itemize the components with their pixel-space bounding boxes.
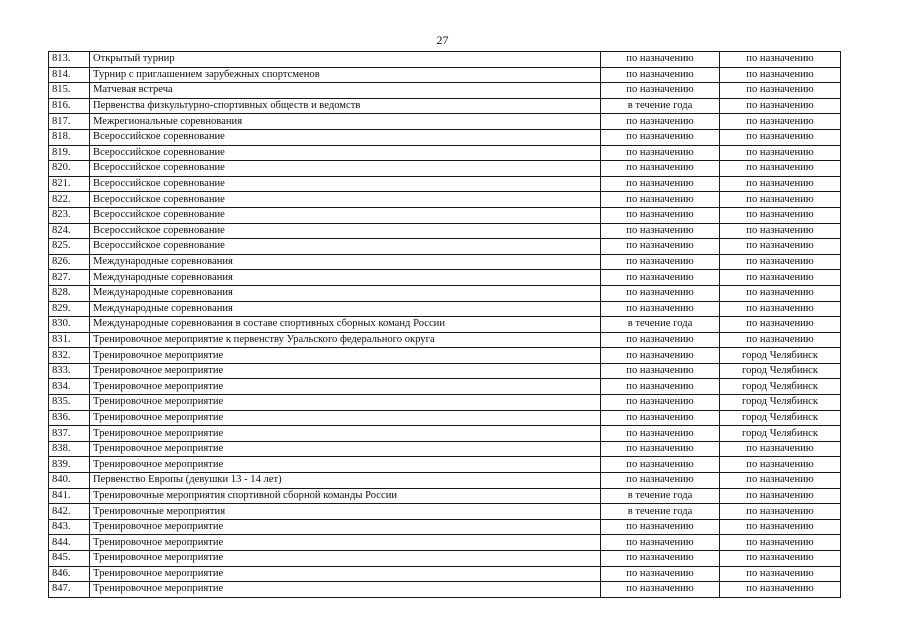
event-period-cell: по назначению	[601, 114, 720, 130]
table-row	[49, 161, 841, 177]
table-row	[49, 223, 841, 239]
event-place-cell: по назначению	[720, 473, 841, 489]
event-place-cell: по назначению	[720, 98, 841, 114]
event-place-cell: по назначению	[720, 301, 841, 317]
event-period-cell: по назначению	[601, 207, 720, 223]
table-row	[49, 395, 841, 411]
event-place-cell: по назначению	[720, 129, 841, 145]
row-number-cell: 829.	[49, 301, 90, 317]
event-place-cell: город Челябинск	[720, 363, 841, 379]
event-period-cell: по назначению	[601, 52, 720, 68]
row-number-cell: 839.	[49, 457, 90, 473]
row-number-cell: 818.	[49, 129, 90, 145]
table-row	[49, 98, 841, 114]
event-period-cell: по назначению	[601, 441, 720, 457]
row-number-cell: 845.	[49, 551, 90, 567]
event-name-cell: Тренировочное мероприятие	[90, 457, 601, 473]
event-name-cell: Всероссийское соревнование	[90, 192, 601, 208]
table-row	[49, 535, 841, 551]
row-number-cell: 827.	[49, 270, 90, 286]
event-place-cell: по назначению	[720, 67, 841, 83]
event-period-cell: в течение года	[601, 317, 720, 333]
event-name-cell: Межрегиональные соревнования	[90, 114, 601, 130]
event-period-cell: по назначению	[601, 67, 720, 83]
row-number-cell: 835.	[49, 395, 90, 411]
table-row	[49, 551, 841, 567]
event-place-cell: по назначению	[720, 457, 841, 473]
row-number-cell: 820.	[49, 161, 90, 177]
row-number-cell: 837.	[49, 426, 90, 442]
event-place-cell: по назначению	[720, 566, 841, 582]
table-row	[49, 114, 841, 130]
event-name-cell: Всероссийское соревнование	[90, 129, 601, 145]
event-period-cell: по назначению	[601, 457, 720, 473]
event-place-cell: по назначению	[720, 254, 841, 270]
table-row	[49, 457, 841, 473]
event-name-cell: Международные соревнования	[90, 301, 601, 317]
event-period-cell: по назначению	[601, 176, 720, 192]
event-place-cell: по назначению	[720, 582, 841, 598]
event-period-cell: по назначению	[601, 473, 720, 489]
table-row	[49, 254, 841, 270]
table-row	[49, 145, 841, 161]
table-row	[49, 410, 841, 426]
event-name-cell: Тренировочное мероприятие	[90, 410, 601, 426]
event-period-cell: по назначению	[601, 535, 720, 551]
event-period-cell: в течение года	[601, 98, 720, 114]
event-place-cell: город Челябинск	[720, 410, 841, 426]
event-period-cell: в течение года	[601, 504, 720, 520]
event-name-cell: Открытый турнир	[90, 52, 601, 68]
row-number-cell: 833.	[49, 363, 90, 379]
event-place-cell: по назначению	[720, 207, 841, 223]
event-name-cell: Международные соревнования	[90, 254, 601, 270]
event-period-cell: по назначению	[601, 410, 720, 426]
event-period-cell: по назначению	[601, 129, 720, 145]
table-row	[49, 301, 841, 317]
event-period-cell: по назначению	[601, 426, 720, 442]
event-place-cell: по назначению	[720, 332, 841, 348]
event-period-cell: по назначению	[601, 379, 720, 395]
table-row	[49, 379, 841, 395]
event-name-cell: Международные соревнования в составе спортивных сборных команд России	[90, 317, 601, 333]
row-number-cell: 843.	[49, 519, 90, 535]
event-place-cell: по назначению	[720, 551, 841, 567]
event-place-cell: по назначению	[720, 145, 841, 161]
row-number-cell: 817.	[49, 114, 90, 130]
row-number-cell: 819.	[49, 145, 90, 161]
event-place-cell: по назначению	[720, 239, 841, 255]
event-place-cell: по назначению	[720, 441, 841, 457]
row-number-cell: 847.	[49, 582, 90, 598]
table-row	[49, 176, 841, 192]
event-place-cell: по назначению	[720, 317, 841, 333]
event-name-cell: Матчевая встреча	[90, 83, 601, 99]
event-place-cell: по назначению	[720, 114, 841, 130]
event-name-cell: Всероссийское соревнование	[90, 207, 601, 223]
table-row	[49, 582, 841, 598]
event-name-cell: Тренировочное мероприятие	[90, 426, 601, 442]
event-period-cell: по назначению	[601, 301, 720, 317]
row-number-cell: 828.	[49, 285, 90, 301]
table-row	[49, 348, 841, 364]
row-number-cell: 832.	[49, 348, 90, 364]
event-place-cell: по назначению	[720, 488, 841, 504]
event-name-cell: Тренировочное мероприятие	[90, 551, 601, 567]
table-row	[49, 504, 841, 520]
event-period-cell: по назначению	[601, 395, 720, 411]
row-number-cell: 846.	[49, 566, 90, 582]
row-number-cell: 822.	[49, 192, 90, 208]
event-place-cell: по назначению	[720, 192, 841, 208]
event-place-cell: по назначению	[720, 176, 841, 192]
event-period-cell: по назначению	[601, 363, 720, 379]
table-row	[49, 83, 841, 99]
table-row	[49, 566, 841, 582]
event-name-cell: Тренировочное мероприятие	[90, 441, 601, 457]
event-period-cell: в течение года	[601, 488, 720, 504]
row-number-cell: 831.	[49, 332, 90, 348]
table-row	[49, 285, 841, 301]
event-period-cell: по назначению	[601, 519, 720, 535]
event-name-cell: Тренировочное мероприятие	[90, 348, 601, 364]
event-place-cell: по назначению	[720, 52, 841, 68]
page-number: 27	[436, 33, 449, 47]
event-name-cell: Международные соревнования	[90, 270, 601, 286]
event-name-cell: Тренировочное мероприятие	[90, 379, 601, 395]
row-number-cell: 826.	[49, 254, 90, 270]
row-number-cell: 815.	[49, 83, 90, 99]
events-table-body	[49, 52, 841, 598]
row-number-cell: 814.	[49, 67, 90, 83]
row-number-cell: 821.	[49, 176, 90, 192]
row-number-cell: 830.	[49, 317, 90, 333]
row-number-cell: 840.	[49, 473, 90, 489]
event-name-cell: Первенства физкультурно-спортивных обществ и ведомств	[90, 98, 601, 114]
event-name-cell: Международные соревнования	[90, 285, 601, 301]
row-number-cell: 842.	[49, 504, 90, 520]
event-name-cell: Всероссийское соревнование	[90, 239, 601, 255]
event-place-cell: по назначению	[720, 535, 841, 551]
event-name-cell: Всероссийское соревнование	[90, 161, 601, 177]
event-place-cell: город Челябинск	[720, 426, 841, 442]
table-row	[49, 519, 841, 535]
event-period-cell: по назначению	[601, 223, 720, 239]
table-row	[49, 129, 841, 145]
event-place-cell: город Челябинск	[720, 395, 841, 411]
event-name-cell: Всероссийское соревнование	[90, 145, 601, 161]
table-row	[49, 67, 841, 83]
event-place-cell: по назначению	[720, 223, 841, 239]
table-row	[49, 192, 841, 208]
event-period-cell: по назначению	[601, 582, 720, 598]
event-place-cell: по назначению	[720, 519, 841, 535]
event-period-cell: по назначению	[601, 192, 720, 208]
event-period-cell: по назначению	[601, 83, 720, 99]
event-period-cell: по назначению	[601, 145, 720, 161]
event-name-cell: Турнир с приглашением зарубежных спортсменов	[90, 67, 601, 83]
event-name-cell: Всероссийское соревнование	[90, 176, 601, 192]
event-place-cell: по назначению	[720, 285, 841, 301]
table-row	[49, 473, 841, 489]
events-table	[48, 51, 841, 598]
event-name-cell: Тренировочные мероприятия	[90, 504, 601, 520]
row-number-cell: 824.	[49, 223, 90, 239]
table-row	[49, 332, 841, 348]
event-name-cell: Тренировочное мероприятие	[90, 519, 601, 535]
row-number-cell: 838.	[49, 441, 90, 457]
event-name-cell: Тренировочные мероприятия спортивной сборной команды России	[90, 488, 601, 504]
event-period-cell: по назначению	[601, 270, 720, 286]
event-period-cell: по назначению	[601, 566, 720, 582]
event-name-cell: Тренировочное мероприятие	[90, 582, 601, 598]
event-name-cell: Тренировочное мероприятие	[90, 363, 601, 379]
event-place-cell: по назначению	[720, 270, 841, 286]
row-number-cell: 844.	[49, 535, 90, 551]
row-number-cell: 836.	[49, 410, 90, 426]
event-place-cell: город Челябинск	[720, 379, 841, 395]
row-number-cell: 825.	[49, 239, 90, 255]
event-place-cell: по назначению	[720, 161, 841, 177]
table-row	[49, 426, 841, 442]
table-row	[49, 239, 841, 255]
table-row	[49, 317, 841, 333]
event-name-cell: Всероссийское соревнование	[90, 223, 601, 239]
event-period-cell: по назначению	[601, 332, 720, 348]
row-number-cell: 813.	[49, 52, 90, 68]
event-period-cell: по назначению	[601, 161, 720, 177]
event-name-cell: Тренировочное мероприятие к первенству Уральского федерального округа	[90, 332, 601, 348]
table-row	[49, 488, 841, 504]
table-row	[49, 441, 841, 457]
table-row	[49, 52, 841, 68]
event-period-cell: по назначению	[601, 254, 720, 270]
event-name-cell: Тренировочное мероприятие	[90, 535, 601, 551]
table-row	[49, 207, 841, 223]
event-name-cell: Первенство Европы (девушки 13 - 14 лет)	[90, 473, 601, 489]
row-number-cell: 816.	[49, 98, 90, 114]
row-number-cell: 841.	[49, 488, 90, 504]
table-row	[49, 270, 841, 286]
event-period-cell: по назначению	[601, 239, 720, 255]
event-place-cell: по назначению	[720, 83, 841, 99]
table-row	[49, 363, 841, 379]
row-number-cell: 823.	[49, 207, 90, 223]
event-place-cell: по назначению	[720, 504, 841, 520]
row-number-cell: 834.	[49, 379, 90, 395]
event-period-cell: по назначению	[601, 551, 720, 567]
event-period-cell: по назначению	[601, 285, 720, 301]
event-period-cell: по назначению	[601, 348, 720, 364]
event-name-cell: Тренировочное мероприятие	[90, 566, 601, 582]
event-place-cell: город Челябинск	[720, 348, 841, 364]
event-name-cell: Тренировочное мероприятие	[90, 395, 601, 411]
